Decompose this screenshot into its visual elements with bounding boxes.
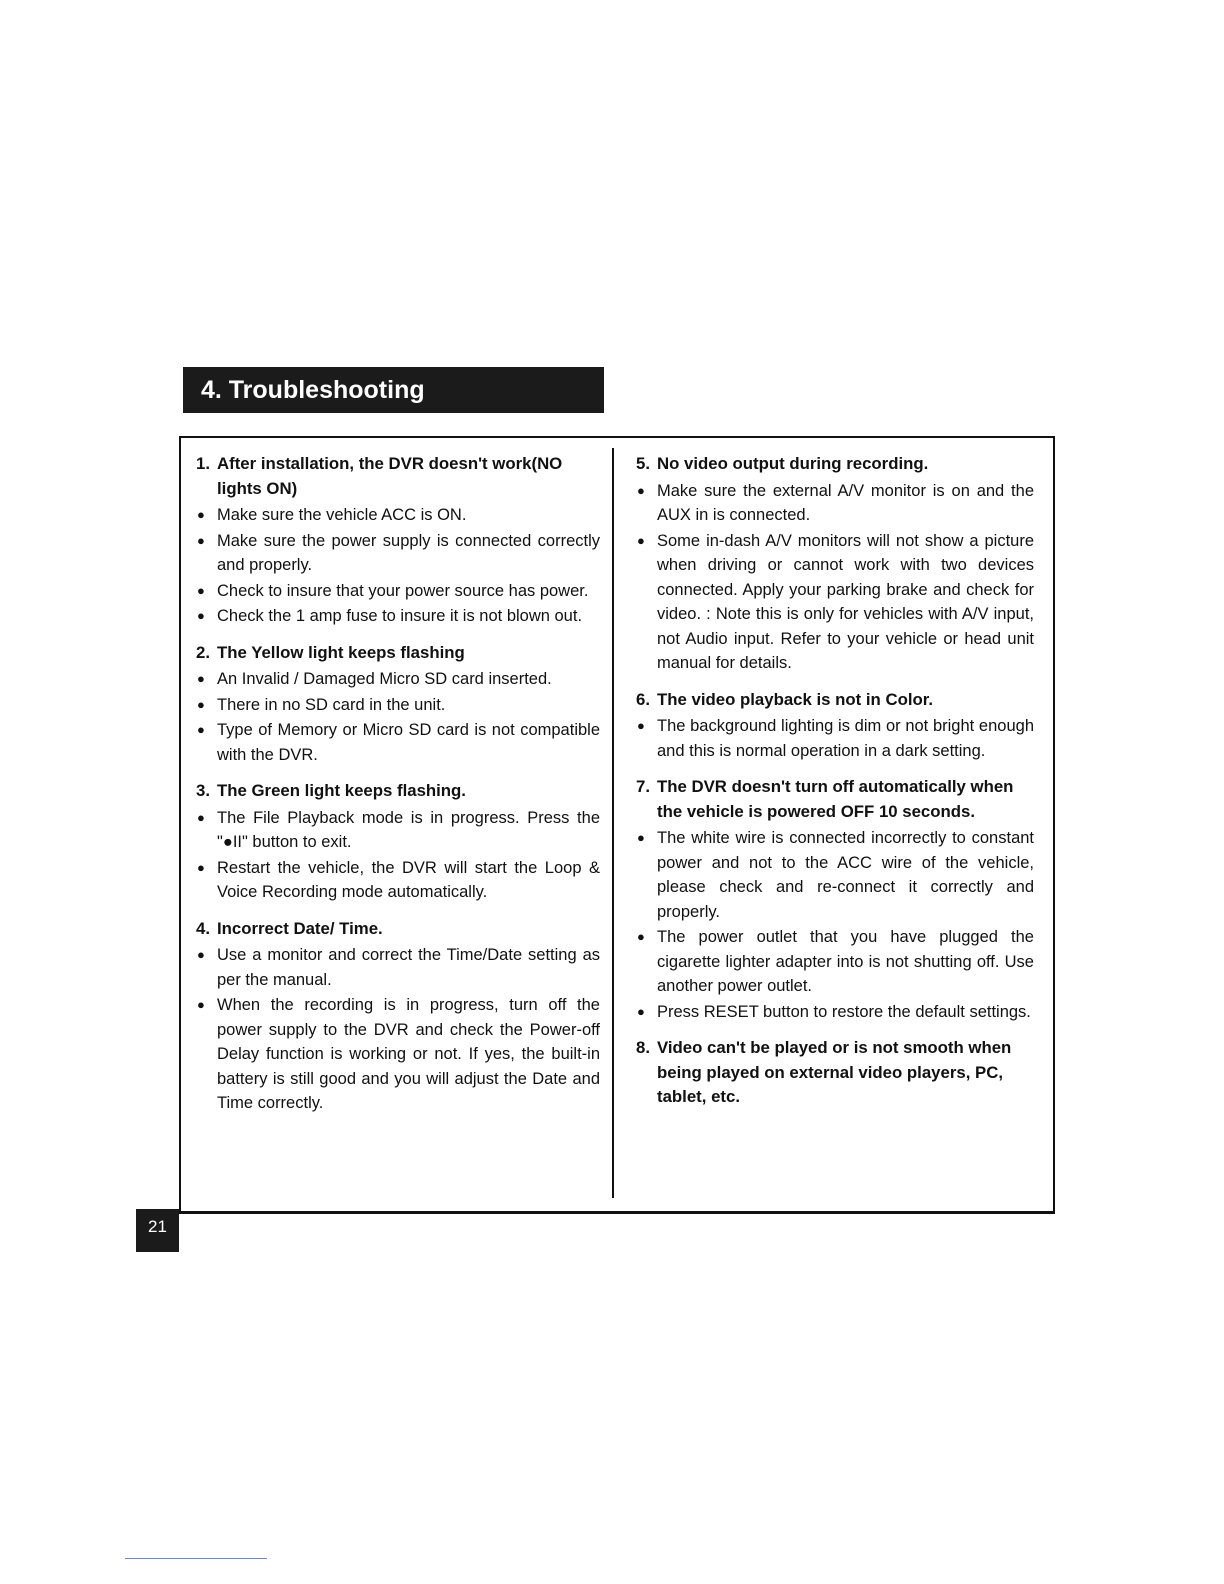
item-title: The Green light keeps flashing. [217,781,466,800]
bullet-item [636,479,1034,528]
bullet-text: Press RESET button to restore the default settings. [657,1002,1031,1021]
bullet-text: Check the 1 amp fuse to insure it is not blown out. [217,607,583,625]
bullet-list [196,806,600,905]
bullet-text: Check to insure that your power source has power. [217,581,589,600]
item-number: 2. [196,642,210,662]
troubleshooting-item [196,641,600,768]
troubleshooting-column-left [196,452,600,1128]
bullet-text: There in no SD card in the unit. [217,695,446,714]
item-title: The Yellow light keeps flashing [217,642,465,662]
item-heading [196,779,600,804]
bullet-dot-icon: ● [197,696,205,712]
bullet-dot-icon: ● [197,997,205,1012]
bullet-dot-icon: ● [637,929,645,944]
bullet-item [196,856,600,905]
bullet-dot-icon: ● [637,1003,645,1019]
bullet-item [636,925,1034,999]
bullet-dot-icon: ● [197,532,205,548]
bullet-text: Make sure the external A/V monitor is on and the AUX in is connected. [657,481,1034,524]
bullet-text: The white wire is connected incorrectly to constant power and not to the ACC wire of the vehicle, please check and re-connect it correctly and properly. [657,829,1034,921]
item-number: 7. [636,777,650,796]
bullet-item [196,943,600,992]
column-divider [612,448,614,1198]
bullet-item [636,1000,1034,1025]
bullet-text: Some in-dash A/V monitors will not show a picture when driving or cannot work with two devices connected. Apply your parking brake and check for video. : Note this is only for vehicles with A/V input, not Audio input. Refer to your vehicle or head unit manual for details. [657,531,1034,672]
bullet-dot-icon: ● [637,532,645,548]
bullet-text: An Invalid / Damaged Micro SD card inserted. [217,670,552,688]
bullet-item [196,667,600,692]
item-number: 4. [196,918,210,938]
bullet-text: The power outlet that you have plugged the cigarette lighter adapter into is not shutting off. Use another power outlet. [657,928,1034,995]
troubleshooting-item [636,452,1034,676]
troubleshooting-item [196,779,600,905]
bullet-dot-icon: ● [197,809,205,825]
bullet-item [196,579,600,604]
troubleshooting-item [196,917,600,1116]
bullet-list [196,667,600,767]
bullet-text: Type of Memory or Micro SD card is not compatible with the DVR. [217,721,600,764]
troubleshooting-item [636,688,1034,764]
item-title: Video can't be played or is not smooth when being played on external video players, PC, tablet, etc. [657,1038,1012,1106]
bullet-dot-icon: ● [197,608,205,623]
bullet-item [636,826,1034,924]
item-title: After installation, the DVR doesn't work(NO lights ON) [217,454,563,498]
item-heading [636,452,1034,477]
item-heading [196,641,600,666]
bullet-list [196,503,600,629]
item-number: 1. [196,454,210,473]
bullet-text: Make sure the vehicle ACC is ON. [217,506,467,524]
section-title: 4. Troubleshooting [183,367,604,413]
bullet-dot-icon: ● [197,947,205,962]
bullet-dot-icon: ● [197,507,205,522]
item-heading [636,688,1034,713]
bullet-dot-icon: ● [637,830,645,845]
bullet-dot-icon: ● [637,482,645,498]
troubleshooting-item [636,1036,1034,1110]
bullet-list [636,479,1034,676]
bullet-item [196,529,600,578]
item-heading [636,775,1034,824]
item-heading [196,452,600,501]
troubleshooting-item [636,775,1034,1024]
item-number: 8. [636,1038,650,1057]
bullet-item [196,604,600,629]
bullet-dot-icon: ● [197,582,205,598]
bullet-text: Make sure the power supply is connected correctly and properly. [217,531,600,574]
item-title: No video output during recording. [657,454,929,473]
footer-rule [125,1558,267,1559]
bullet-list [636,826,1034,1024]
bullet-dot-icon: ● [197,859,205,875]
bullet-text: The File Playback mode is in progress. Press the "●II" button to exit. [217,808,600,851]
item-title: Incorrect Date/ Time. [217,918,383,938]
bullet-list [196,943,600,1116]
bullet-list [636,714,1034,763]
bullet-item [196,718,600,767]
item-title: The DVR doesn't turn off automatically when the vehicle is powered OFF 10 seconds. [657,777,1014,821]
item-number: 3. [196,781,210,800]
bullet-item [196,806,600,855]
item-number: 5. [636,454,650,473]
bullet-dot-icon: ● [197,671,205,686]
item-heading [196,917,600,942]
item-title: The video playback is not in Color. [657,689,934,709]
bullet-dot-icon: ● [197,722,205,737]
bullet-item [636,529,1034,676]
page-number: 21 [136,1209,179,1252]
troubleshooting-item [196,452,600,629]
bullet-item [196,503,600,528]
item-heading [636,1036,1034,1110]
item-number: 6. [636,689,650,709]
troubleshooting-column-right [636,452,1034,1122]
bullet-text: Use a monitor and correct the Time/Date setting as per the manual. [217,946,600,989]
bullet-item [196,993,600,1116]
bullet-dot-icon: ● [637,718,645,733]
bullet-text: When the recording is in progress, turn off the power supply to the DVR and check the Power-off Delay function is working or not. If yes, the built-in battery is still good and you will adjust the Date and Time correctly. [217,996,600,1112]
bullet-text: The background lighting is dim or not bright enough and this is normal operation in a dark setting. [657,717,1034,760]
bullet-item [636,714,1034,763]
bullet-item [196,693,600,718]
bullet-text: Restart the vehicle, the DVR will start the Loop & Voice Recording mode automatically. [217,858,600,901]
